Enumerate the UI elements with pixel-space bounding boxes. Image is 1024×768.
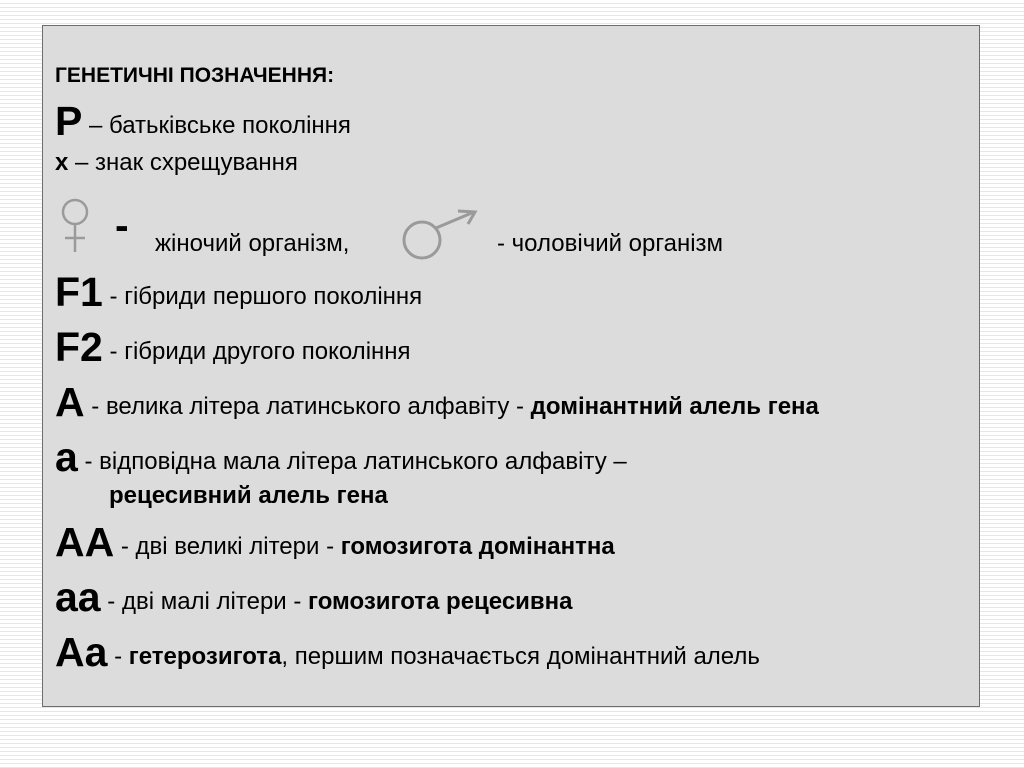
male-symbol-icon	[400, 208, 480, 262]
row-A	[55, 379, 819, 426]
row-Aa-bold: гетерозигота	[128, 643, 282, 670]
symbol-f1: F1	[55, 269, 103, 315]
row-Aa	[55, 629, 760, 676]
row-A-text: - велика літера латинського алфавіту -	[84, 393, 531, 420]
row-p	[55, 98, 351, 145]
row-aa	[55, 574, 573, 621]
content-panel	[42, 25, 980, 707]
row-aa-text: - дві малі літери -	[100, 588, 309, 615]
female-symbol-icon	[57, 196, 93, 254]
row-a-bold: рецесивний алель гена	[109, 482, 388, 509]
row-a-text: - відповідна мала літера латинського алфавіту –	[77, 448, 627, 475]
symbol-f2: F2	[55, 324, 103, 370]
row-A-bold: домінантний алель гена	[530, 393, 819, 420]
symbol-a: a	[55, 434, 78, 480]
sex-dash: -	[115, 202, 129, 248]
row-AA	[55, 519, 615, 566]
heading: ГЕНЕТИЧНІ ПОЗНАЧЕННЯ:	[55, 64, 335, 87]
symbol-AA: AA	[55, 519, 115, 565]
row-x	[55, 149, 298, 177]
row-p-text: – батьківське покоління	[82, 112, 351, 139]
row-sexes	[55, 194, 955, 264]
row-aa-bold: гомозигота рецесивна	[308, 588, 573, 615]
row-x-text: – знак схрещування	[68, 149, 298, 176]
row-AA-text: - дві великі літери -	[114, 533, 341, 560]
male-text: - чоловічий організм	[497, 230, 724, 257]
symbol-p: P	[55, 98, 83, 144]
row-f2-text: - гібриди другого покоління	[102, 338, 411, 365]
symbol-aa: aa	[55, 574, 101, 620]
row-AA-bold: гомозигота домінантна	[340, 533, 615, 560]
row-f1	[55, 269, 422, 316]
female-text: жіночий організм,	[155, 230, 350, 257]
symbol-A: A	[55, 379, 85, 425]
row-Aa-text-after: , першим позначається домінантний алель	[281, 643, 760, 670]
row-f2	[55, 324, 411, 371]
row-f1-text: - гібриди першого покоління	[102, 283, 423, 310]
symbol-x: x	[55, 149, 69, 176]
symbol-Aa: Aa	[55, 629, 108, 675]
row-Aa-text: -	[107, 643, 129, 670]
row-a	[55, 434, 627, 481]
